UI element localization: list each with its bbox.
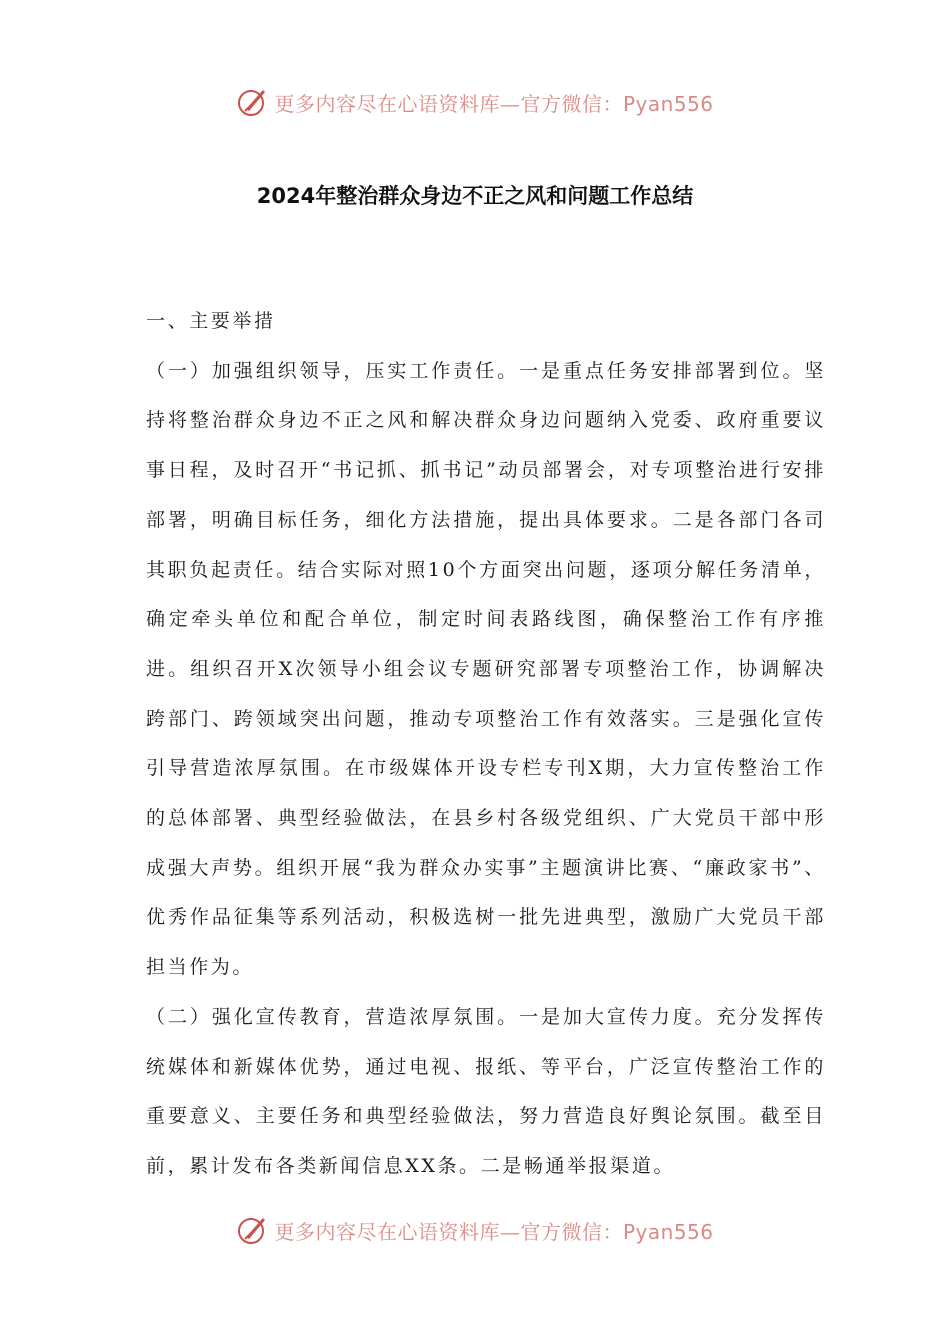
- watermark-wechat-id: Pyan556: [622, 1219, 714, 1244]
- header-watermark: [0, 82, 950, 122]
- footer-watermark: [0, 1210, 950, 1250]
- watermark-text: 更多内容尽在心语资料库—官方微信：: [274, 91, 623, 116]
- paragraph-1: （一）加强组织领导，压实工作责任。一是重点任务安排部署到位。坚持将整治群众身边不正之风和解决群众身边问题纳入党委、政府重要议事日程，及时召开“书记抓、抓书记”动员部署会，对专项整治进行安排部署，明确目标任务，细化方法措施，提出具体要求。二是各部门各司其职负起责任。结合实际对照10个方面突出问题，逐项分解任务清单，确定牵头单位和配合单位，制定时间表路线图，确保整治工作有序推进。组织召开X次领导小组会议专题研究部署专项整治工作，协调解决跨部门、跨领域突出问题，推动专项整治工作有效落实。三是强化宣传引导营造浓厚氛围。在市级媒体开设专栏专刊X期，大力宣传整治工作的总体部署、典型经验做法，在县乡村各级党组织、广大党员干部中形成强大声势。组织开展“我为群众办实事”主题演讲比赛、“廉政家书”、优秀作品征集等系列活动，积极选树一批先进典型，激励广大党员干部担当作为。: [146, 359, 826, 979]
- watermark-wechat-id: Pyan556: [622, 91, 714, 116]
- section-heading: 一、主要举措: [146, 310, 276, 332]
- quill-pen-circle-icon: [236, 1213, 270, 1247]
- paragraph-2: （二）强化宣传教育，营造浓厚氛围。一是加大宣传力度。充分发挥传统媒体和新媒体优势，通过电视、报纸、等平台，广泛宣传整治工作的重要意义、主要任务和典型经验做法，努力营造良好舆论氛围。截至目前，累计发布各类新闻信息XX条。二是畅通举报渠道。: [146, 1005, 826, 1177]
- watermark-text: 更多内容尽在心语资料库—官方微信：: [274, 1219, 623, 1244]
- quill-pen-circle-icon: [236, 85, 270, 119]
- document-body: [146, 297, 826, 1192]
- document-title: 2024年整治群众身边不正之风和问题工作总结: [256, 184, 694, 208]
